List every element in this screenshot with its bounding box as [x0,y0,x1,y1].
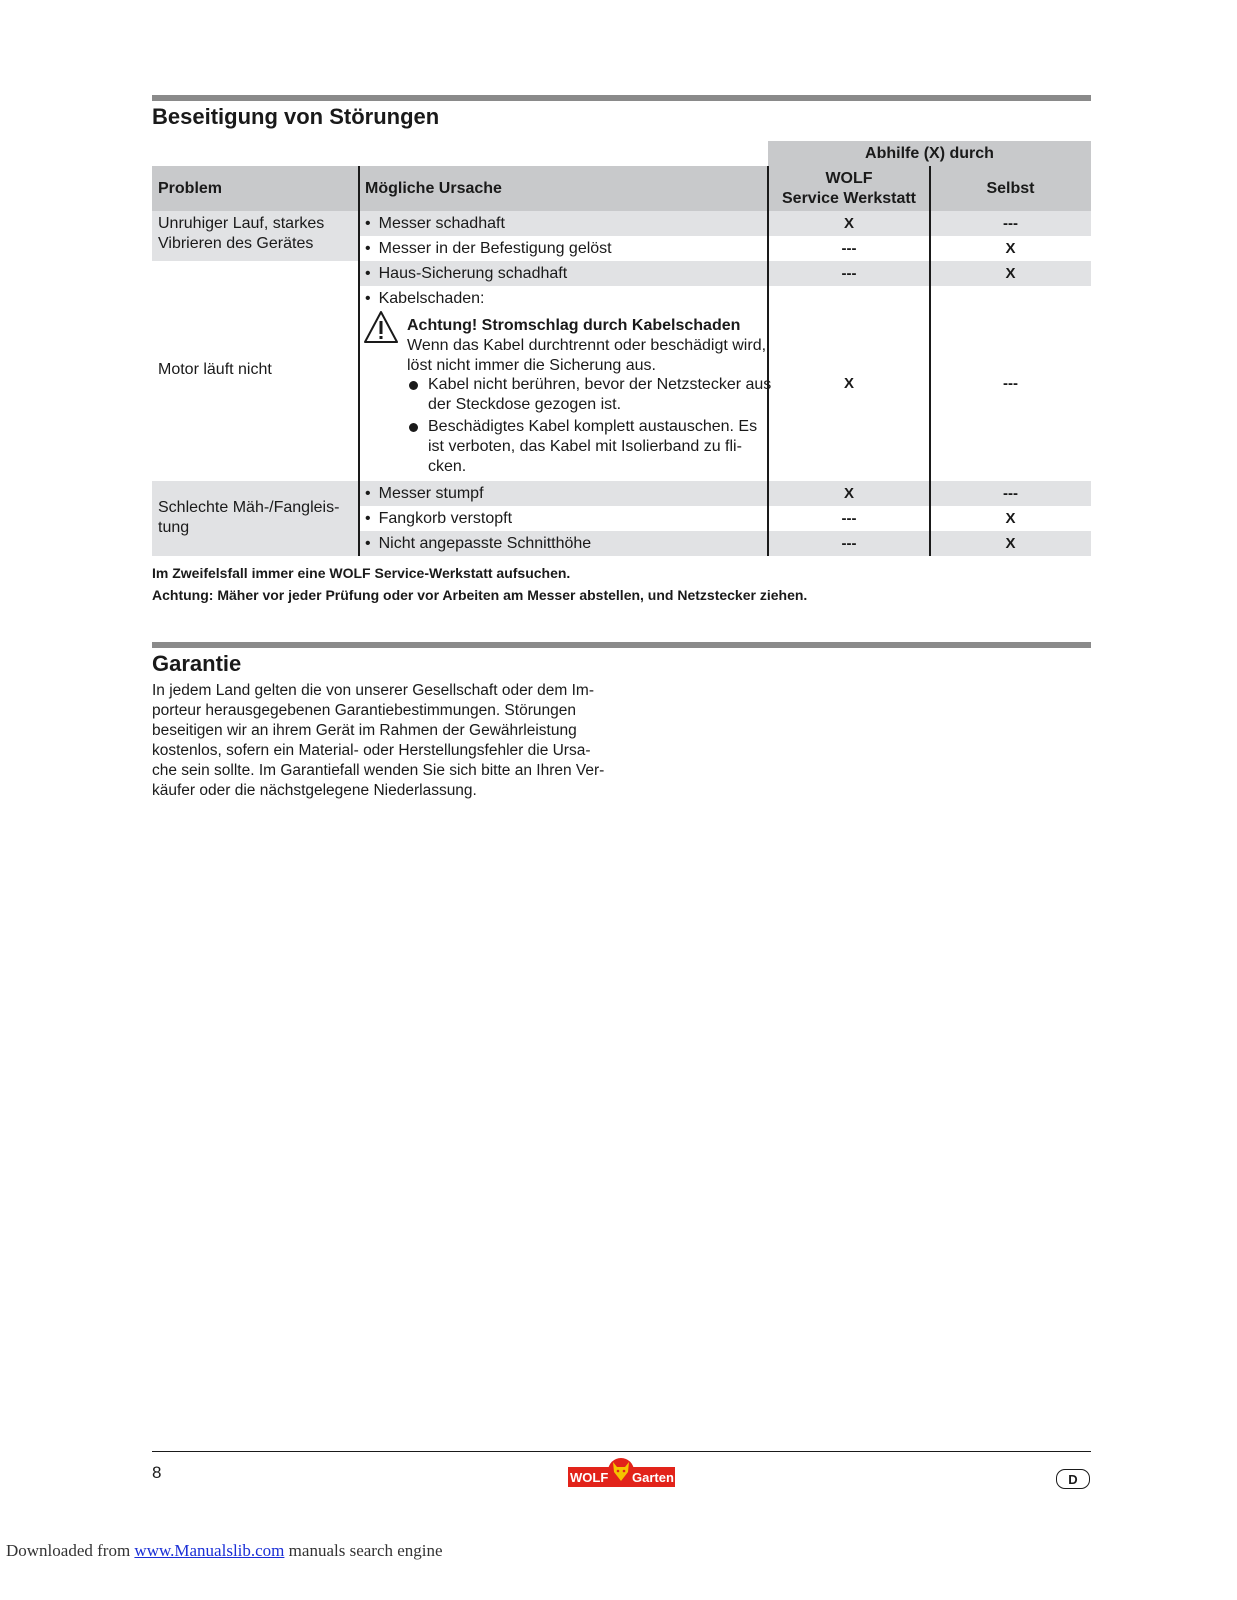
warning-item-line1: Beschädigtes Kabel komplett austauschen. Es [428,418,758,435]
wolf-garten-logo [568,1457,675,1487]
paragraph-line: beseitigen wir an ihrem Gerät im Rahmen der Gewährleistung [152,722,577,739]
paragraph-line: In jedem Land gelten die von unserer Gesellschaft oder dem Im- [152,682,594,699]
warning-item-line1: Kabel nicht berühren, bevor der Netzstecker aus [428,376,772,393]
warning-text-line1: Wenn das Kabel durchtrennt oder beschädigt wird, [407,337,767,354]
service-mark: X [843,375,854,392]
table-row-cause [359,261,768,286]
header-service-line1: WOLF [825,169,873,187]
logo-text-wolf: WOLF [570,1470,609,1485]
header-remedy-by: Abhilfe (X) durch [768,141,1091,166]
bullet-point: • [365,264,371,282]
bullet-point: • [365,534,371,552]
problem-text-line1: Schlechte Mäh-/Fangleis- [158,499,340,516]
self-mark: --- [1003,375,1018,392]
header-service [768,166,930,211]
download-notice [6,1541,443,1561]
self-mark: X [1005,535,1016,552]
bullet-point: • [365,239,371,257]
cause-text: Kabelschaden: [378,289,485,307]
problem-text-line2: tung [158,519,190,536]
note-safety-warning: Achtung: Mäher vor jeder Prüfung oder vor Arbeiten am Messer abstellen, und Netzstecker ziehen. [152,587,808,603]
problem-cell [152,214,359,254]
paragraph-line: käufer oder die nächstgelegene Niederlassung. [152,782,477,799]
table-row-cause [359,286,768,311]
problem-cell [152,360,359,380]
self-mark: --- [1003,485,1018,502]
table-row-cause [359,531,768,556]
bullet-point: • [365,214,371,232]
problem-text: Motor läuft nicht [158,361,272,378]
table-row-cause [359,481,768,506]
warning-text [407,336,766,376]
paragraph-line: kostenlos, sofern ein Material- oder Herstellungsfehler die Ursa- [152,742,591,759]
service-mark: --- [841,240,857,257]
self-mark: X [1005,510,1016,527]
warning-item [428,417,757,477]
service-mark: X [843,485,854,502]
problem-cell [152,498,359,538]
cause-text: Haus-Sicherung schadhaft [378,264,568,282]
logo-text-garten: Garten [632,1470,674,1485]
table-row-cause [359,506,768,531]
cause-text: Nicht angepasste Schnitthöhe [378,534,592,552]
warning-item-line2: der Steckdose gezogen ist. [428,396,622,413]
warning-item [428,375,771,415]
manualslib-link[interactable]: www.Manualslib.com [134,1541,285,1560]
cause-text: Fangkorb verstopft [378,509,513,527]
warning-triangle-icon [363,310,399,344]
self-mark: X [1005,240,1016,257]
self-mark: --- [1003,215,1018,232]
header-self: Selbst [930,166,1091,211]
section-rule-garantie [152,642,1091,648]
warning-bullet-dot [409,423,418,432]
service-mark: --- [841,265,857,282]
paragraph-line: porteur herausgegebenen Garantiebestimmungen. Störungen [152,702,576,719]
self-mark: X [1005,265,1016,282]
warning-item-line2: ist verboten, das Kabel mit Isolierband zu fli- [428,438,742,455]
problem-text-line1: Unruhiger Lauf, starkes [158,215,325,232]
language-badge: D [1056,1469,1090,1489]
header-service-line2: Service Werkstatt [782,189,916,207]
problem-text-line2: Vibrieren des Gerätes [158,235,314,252]
service-mark: X [843,215,854,232]
bullet-point: • [365,509,371,527]
warning-item-line3: cken. [428,458,467,475]
garantie-paragraph [152,681,612,801]
bullet-point: • [365,484,371,502]
paragraph-line: che sein sollte. Im Garantiefall wenden Sie sich bitte an Ihren Ver- [152,762,605,779]
cause-text: Messer in der Befestigung gelöst [378,239,612,257]
warning-title: Achtung! Stromschlag durch Kabelschaden [407,317,741,334]
download-prefix: Downloaded from [6,1541,135,1560]
section-rule-top [152,95,1091,101]
cause-text: Messer schadhaft [378,214,505,232]
table-row-cause [359,211,768,236]
cause-text: Messer stumpf [378,484,484,502]
warning-bullet-dot [409,381,418,390]
table-row-cause [359,236,768,261]
service-mark: --- [841,535,857,552]
bullet-point: • [365,289,371,307]
header-cause: Mögliche Ursache [359,166,768,211]
footer-rule [152,1451,1091,1452]
header-problem: Problem [152,166,359,211]
note-service-recommendation: Im Zweifelsfall immer eine WOLF Service-Werkstatt aufsuchen. [152,565,571,581]
page-number: 8 [152,1463,162,1482]
download-suffix: manuals search engine [284,1541,443,1560]
service-mark: --- [841,510,857,527]
section-title-troubleshooting: Beseitigung von Störungen [152,104,440,129]
warning-text-line2: löst nicht immer die Sicherung aus. [407,357,656,374]
section-title-garantie: Garantie [152,651,242,676]
